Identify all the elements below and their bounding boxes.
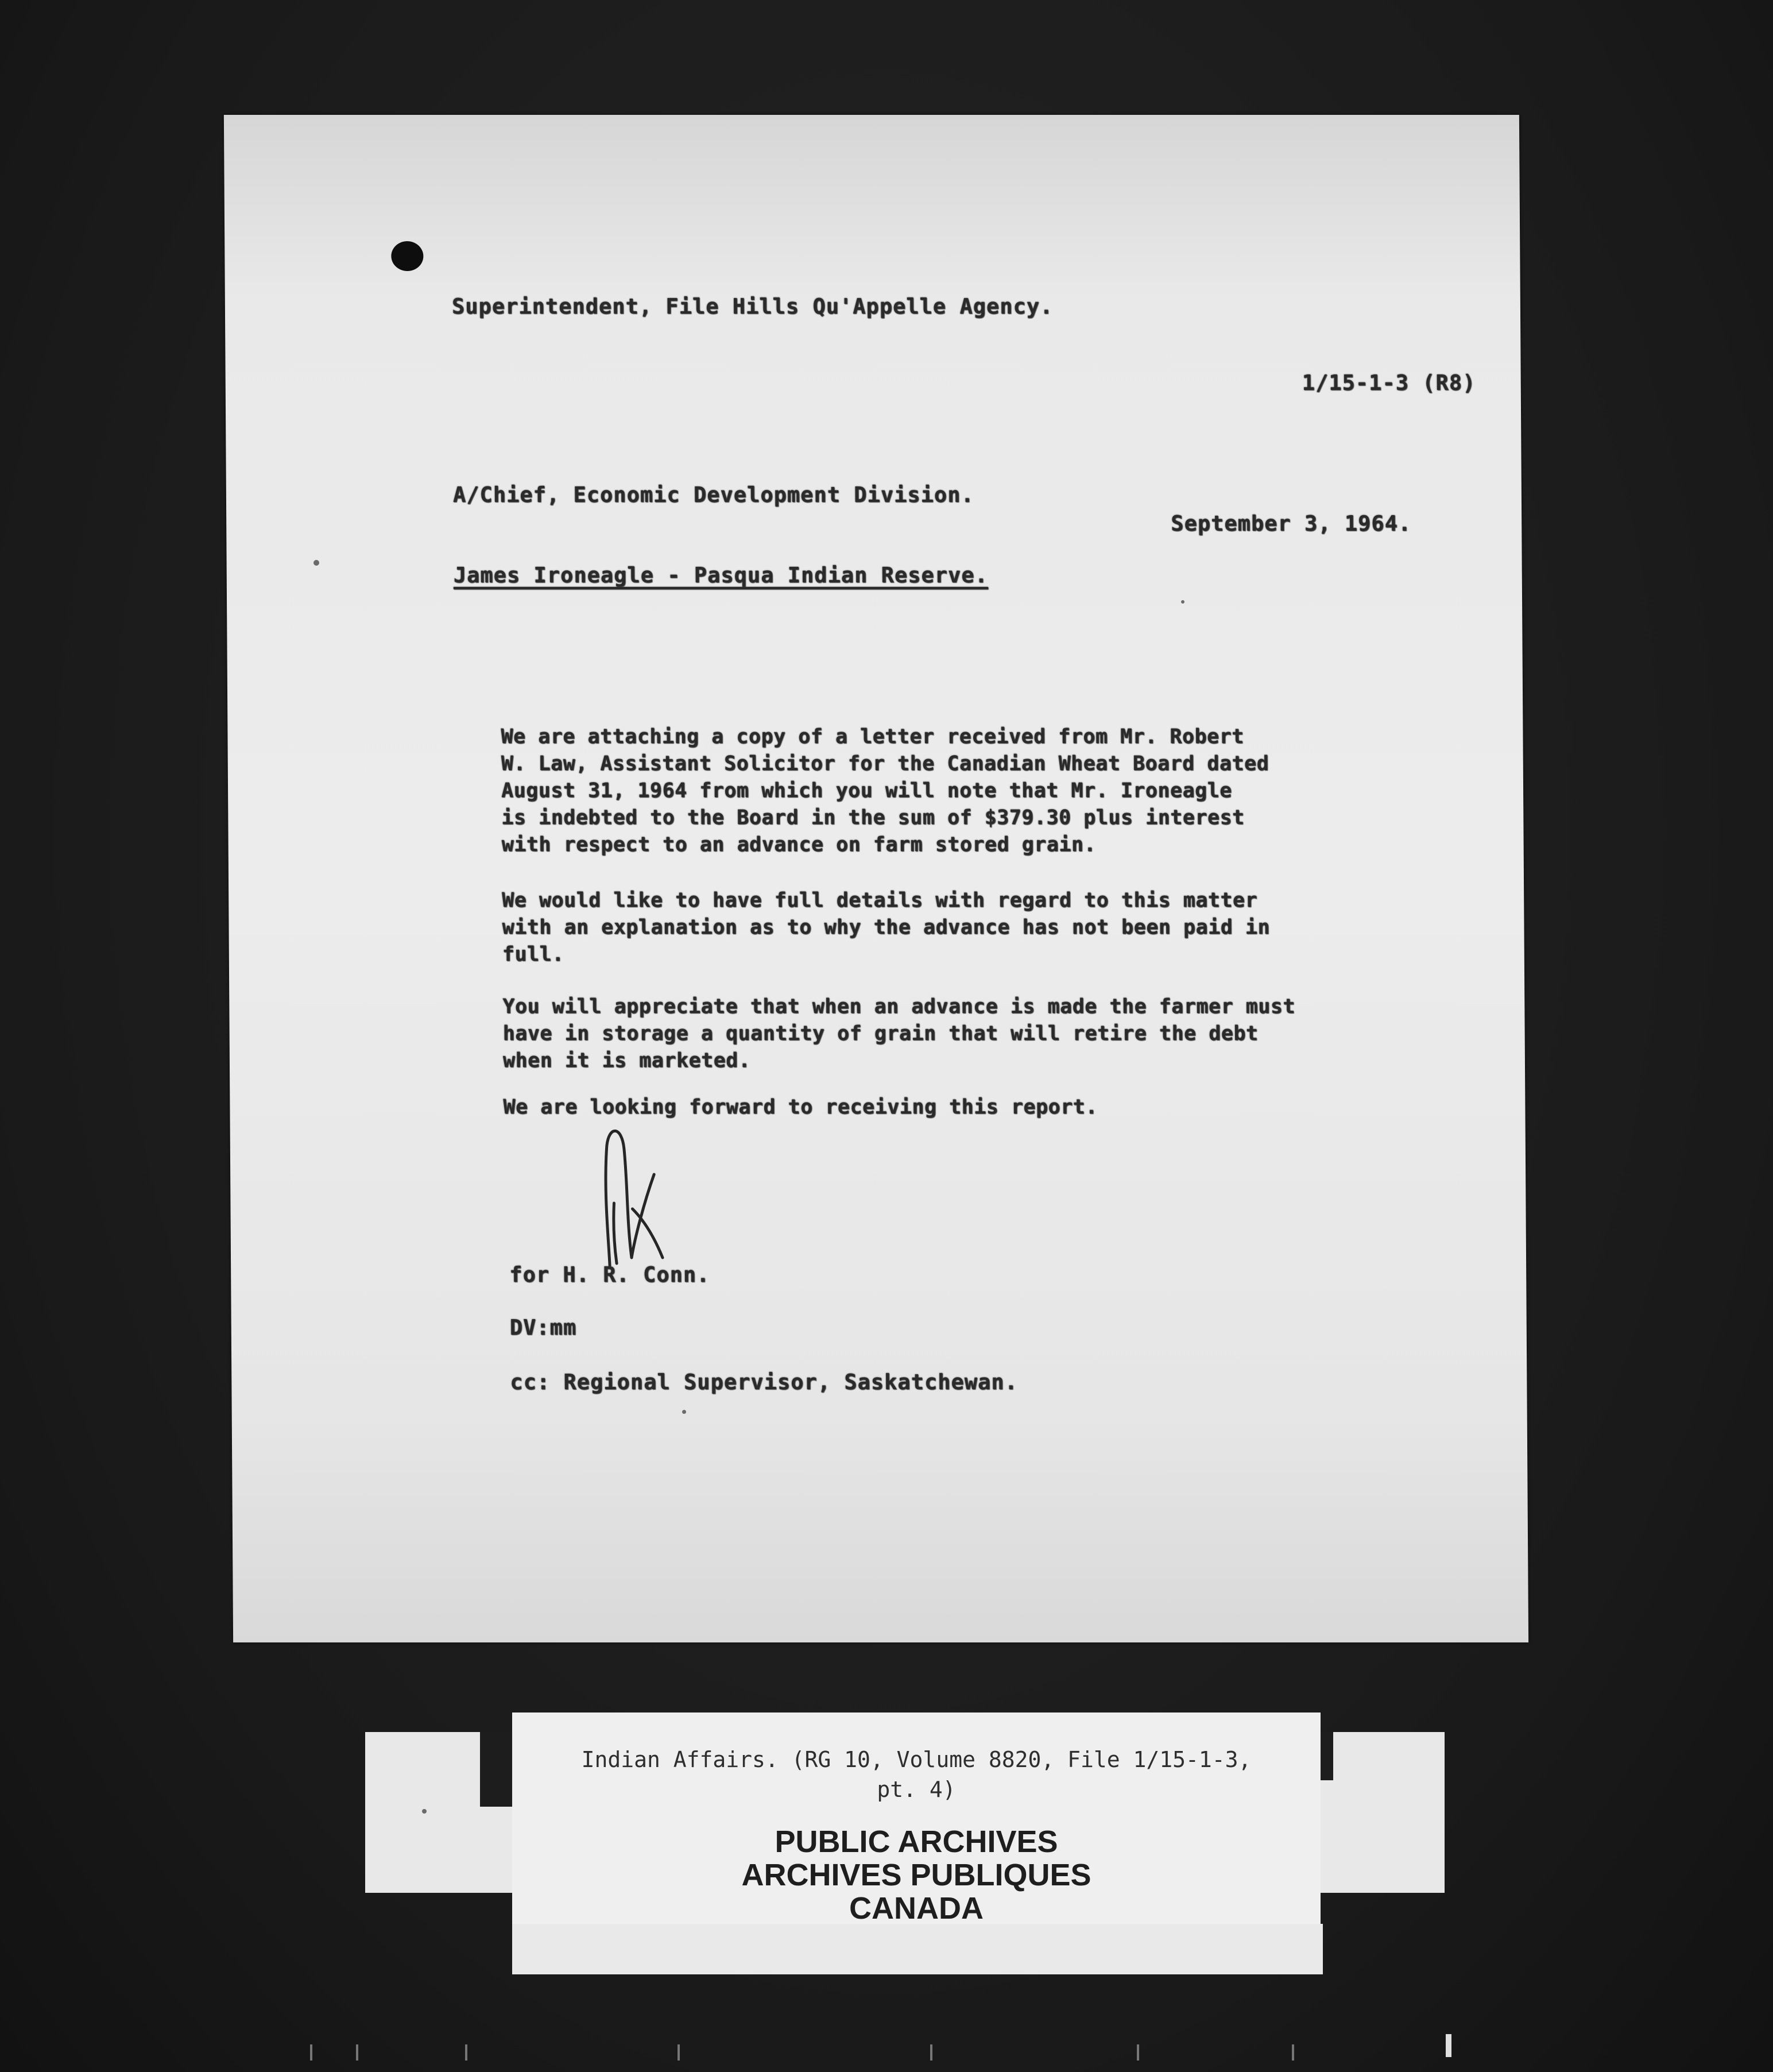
archive-country: CANADA — [849, 1891, 984, 1926]
signature-line: for H. R. Conn. — [509, 1262, 710, 1287]
film-speck — [1181, 600, 1184, 604]
film-edge-mark — [310, 2044, 312, 2061]
film-edge-mark — [678, 2044, 680, 2061]
archive-name-french: ARCHIVES PUBLIQUES — [741, 1858, 1091, 1892]
memo-date: September 3, 1964. — [1171, 511, 1412, 536]
film-speck — [422, 1809, 427, 1814]
film-edge-mark — [465, 2044, 467, 2061]
archive-name-english: PUBLIC ARCHIVES — [775, 1824, 1058, 1859]
memo-page — [224, 115, 1528, 1642]
handwritten-signature — [586, 1123, 679, 1272]
film-edge-mark — [930, 2044, 932, 2061]
archive-label-strip — [512, 1924, 1323, 1974]
film-speck — [682, 1410, 686, 1414]
memo-subject: James Ironeagle - Pasqua Indian Reserve. — [453, 563, 988, 587]
punch-hole — [391, 241, 423, 271]
film-edge-mark — [356, 2044, 358, 2061]
label-notch — [480, 1732, 512, 1807]
film-edge-mark — [1292, 2044, 1294, 2061]
film-edge-mark — [1137, 2044, 1139, 2061]
body-paragraph: We would like to have full details with regard to this matter with an explanation as to why the advance has not been paid in full. — [502, 889, 1271, 966]
body-paragraph: You will appreciate that when an advance is made the farmer must have in storage a quantity of grain that will retire the debt when it is marketed. — [502, 995, 1296, 1072]
carbon-copy-line: cc: Regional Supervisor, Saskatchewan. — [510, 1370, 1018, 1394]
film-edge-mark — [1446, 2034, 1451, 2057]
body-paragraph: We are looking forward to receiving this report. — [503, 1096, 1098, 1119]
memo-recipient: Superintendent, File Hills Qu'Appelle Agency. — [451, 294, 1054, 319]
label-notch — [1321, 1732, 1333, 1780]
typist-initials: DV:mm — [509, 1315, 577, 1340]
film-speck — [313, 560, 319, 566]
file-reference: 1/15-1-3 (R8) — [1302, 370, 1476, 395]
archive-reference — [512, 1745, 1321, 1804]
memo-sender: A/Chief, Economic Development Division. — [452, 482, 974, 507]
body-paragraph: We are attaching a copy of a letter received from Mr. Robert W. Law, Assistant Solicitor for the Canadian Wheat Board dated August 31, 1964 from which you will note that Mr. Ironeagle is indebted to the Board in the sum of $379.30 plus interest with respect to an advance on farm stored grain. — [501, 725, 1269, 856]
archive-reference-text: Indian Affairs. (RG 10, Volume 8820, File 1/15-1-3, pt. 4) — [581, 1747, 1252, 1802]
